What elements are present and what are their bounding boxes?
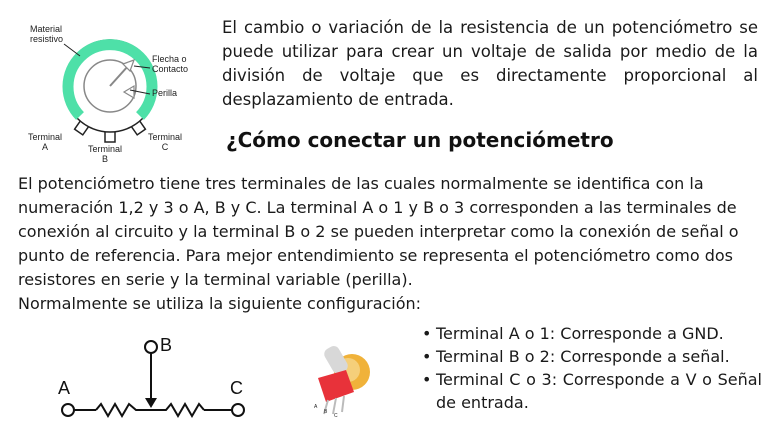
terminal-c-label: Terminal C (148, 132, 183, 152)
node-b-circle (145, 341, 157, 353)
material-leader-line (64, 44, 80, 56)
perilla-label: Perilla (152, 88, 178, 98)
schematic-label-a: A (58, 378, 71, 398)
flecha-contacto-label: Flecha o Contacto (152, 54, 189, 74)
material-resistivo-label: Material resistivo (30, 24, 64, 44)
section-heading: ¿Cómo conectar un potenciómetro (226, 128, 614, 152)
potentiometer-module-image (300, 340, 380, 420)
module-pin-b-label: B (324, 409, 328, 415)
potentiometer-anatomy-diagram (24, 20, 204, 165)
node-a-circle (62, 404, 74, 416)
potentiometer-schematic (44, 330, 264, 425)
module-svg (300, 340, 380, 420)
module-pin-a-label: A (314, 404, 318, 410)
intro-paragraph: El cambio o variación de la resistencia de un potenciómetro se puede utilizar para crear un voltaje de salida por medio de la división de voltaje que es directamente proporcional al desplazamiento de entrada. (222, 18, 758, 109)
schematic-label-b: B (160, 335, 173, 355)
list-item: • Terminal B o 2: Corresponde a señal. (420, 345, 762, 368)
terminal-a-label: Terminal A (28, 132, 63, 152)
configuration-line: Normalmente se utiliza la siguiente configuración: (18, 294, 422, 313)
module-pin-c (342, 396, 344, 412)
terminal-list (420, 322, 762, 414)
schematic-label-c: C (230, 378, 243, 398)
module-pin-c-label: C (334, 413, 338, 419)
list-item: • Terminal C o 3: Corresponde a V o Señal de entrada. (420, 368, 762, 414)
wiper-arrow (145, 398, 157, 408)
list-item: • Terminal A o 1: Corresponde a GND. (420, 322, 762, 345)
body-paragraph: El potenciómetro tiene tres terminales de las cuales normalmente se identifica con la numeración 1,2 y 3 o A, B y C. La terminal A o 1 y B o 3 corresponden a las terminales de conexión al circuito y la terminal B o 2 se pueden interpretar como la conexión de señal o punto de referencia. Para mejor entendimiento se representa el potenciómetro como dos resistores en serie y la terminal variable (perilla). (18, 174, 739, 289)
terminal-b-label: Terminal B (88, 144, 123, 164)
node-c-circle (232, 404, 244, 416)
